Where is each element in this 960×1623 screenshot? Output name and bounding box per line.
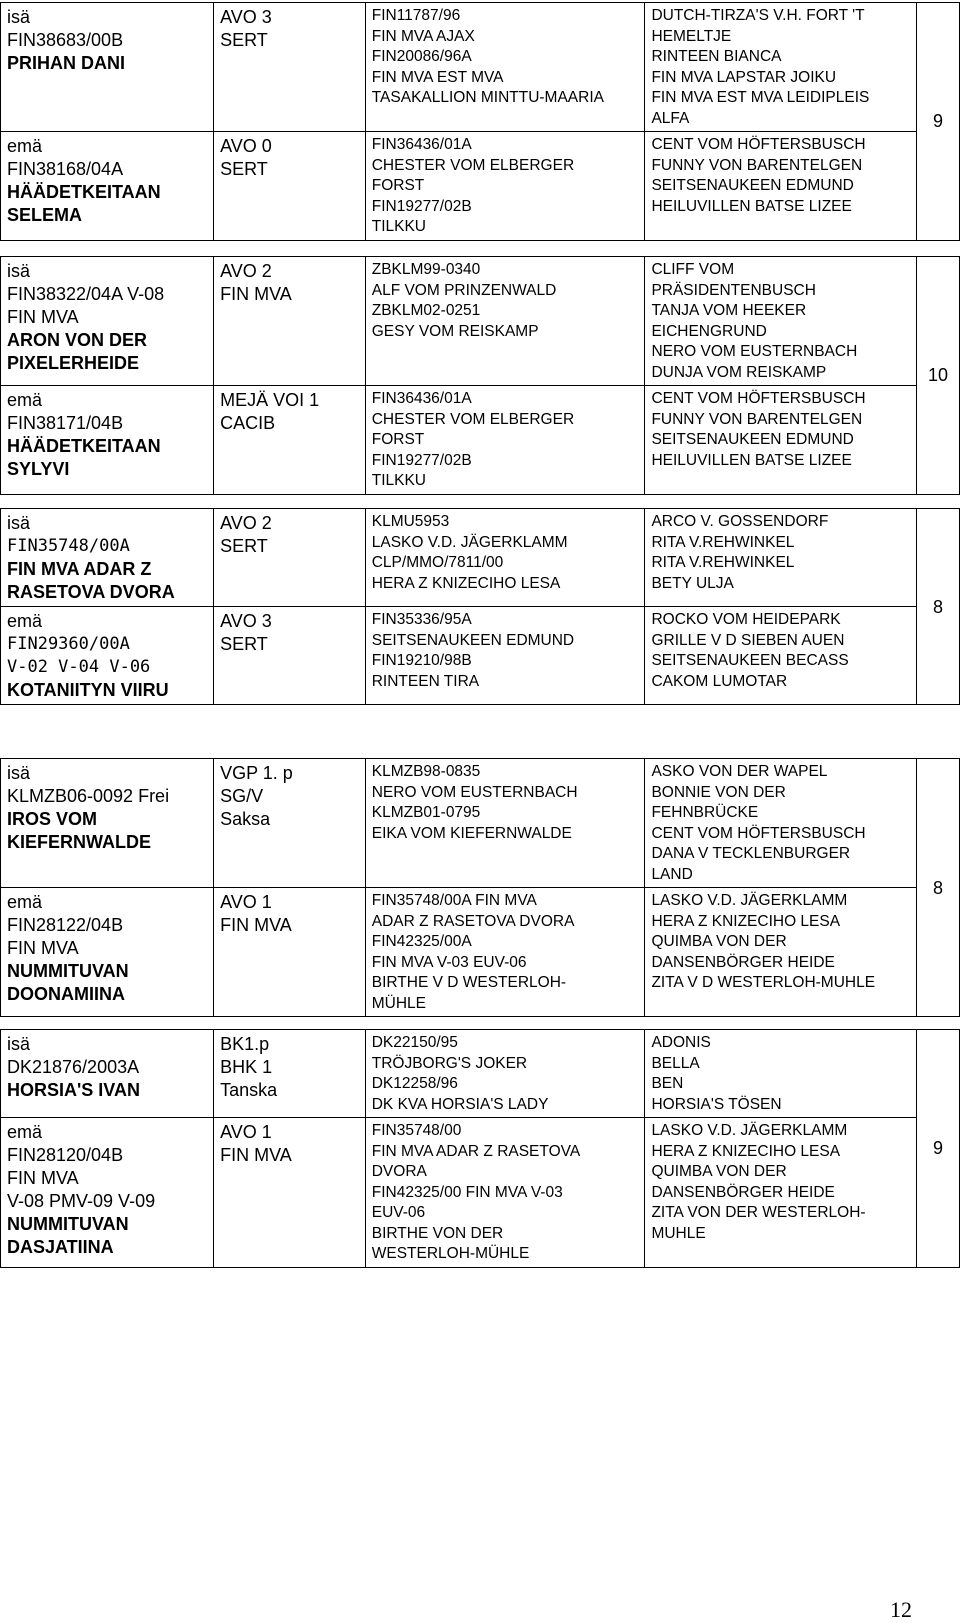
sire-line: PRIHAN DANI	[7, 53, 126, 73]
dam-line: FIN MVA	[7, 1168, 79, 1188]
sire-titles-cell	[214, 1030, 366, 1118]
dam-parent-line: FIN42325/00 FIN MVA V-03	[371, 1183, 563, 1201]
dam-role-label: emä	[7, 892, 43, 912]
dam-role-label: emä	[7, 611, 43, 631]
dam-role-label: emä	[7, 1122, 43, 1142]
sire-grandparent-line: FIN MVA EST MVA LEIDIPLEIS	[651, 89, 870, 106]
pedigree-table	[0, 508, 960, 705]
dam-title: AVO 1	[220, 1122, 272, 1142]
sire-parent-line: CLP/MMO/7811/00	[371, 554, 504, 571]
sire-role-label: isä	[7, 763, 31, 783]
dam-grandparent-line: FUNNY VON BARENTELGEN	[651, 410, 863, 428]
dam-line: DASJATIINA	[7, 1237, 114, 1257]
sire-grandparent-line: BONNIE VON DER	[651, 783, 786, 801]
litter-number: 8	[916, 509, 959, 705]
sire-parent-line: KLMZB98-0835	[371, 763, 481, 780]
sire-cell	[1, 257, 214, 386]
dam-parent-line: FIN19210/98B	[371, 652, 472, 669]
litter-block	[0, 256, 960, 495]
sire-parent-line: ZBKLM02-0251	[371, 302, 481, 319]
dam-parent-line: FIN35336/95A	[371, 611, 472, 628]
sire-title: FIN MVA	[220, 284, 292, 304]
dam-grandparent-line: CAKOM LUMOTAR	[651, 672, 788, 690]
dam-title: AVO 1	[220, 892, 272, 912]
sire-title: AVO 3	[220, 7, 272, 27]
sire-parent-line: FIN20086/96A	[371, 48, 472, 65]
dam-parent-line: FIN42325/00A	[371, 933, 472, 950]
sire-parent-line: DK12258/96	[371, 1075, 458, 1092]
dam-line: V-02 V-04 V-06	[7, 657, 151, 677]
dam-title: FIN MVA	[220, 1145, 292, 1165]
dam-title: CACIB	[220, 413, 276, 433]
sire-parent-line: ZBKLM99-0340	[371, 261, 481, 278]
dam-grandparent-line: HEILUVILLEN BATSE LIZEE	[651, 451, 852, 469]
sire-line: KLMZB06-0092 Frei	[7, 786, 170, 806]
sire-grandparent-line: FEHNBRÜCKE	[651, 804, 759, 821]
dam-line: SYLYVI	[7, 459, 70, 479]
dam-parent-line: FIN36436/01A	[371, 390, 472, 407]
dam-parent-line: FIN19277/02B	[371, 451, 472, 469]
sire-parents-cell	[365, 3, 645, 132]
dam-grandparent-line: SEITSENAUKEEN EDMUND	[651, 431, 854, 448]
litter-number: 10	[916, 257, 959, 495]
sire-parent-line: DK22150/95	[371, 1034, 458, 1051]
dam-title: SERT	[220, 159, 268, 179]
sire-titles-cell	[214, 257, 366, 386]
dam-line: KOTANIITYN VIIRU	[7, 680, 169, 700]
sire-grandparent-line: FIN MVA LAPSTAR JOIKU	[651, 68, 837, 86]
dam-parents-cell	[365, 386, 645, 495]
dam-grandparent-line: FUNNY VON BARENTELGEN	[651, 156, 863, 174]
dam-parent-line: BIRTHE V D WESTERLOH-	[371, 974, 567, 991]
sire-line: FIN35748/00A	[7, 536, 130, 556]
sire-parent-line: FIN MVA AJAX	[371, 27, 475, 45]
page-number: 12	[890, 1597, 912, 1622]
sire-grandparents-cell	[645, 1030, 917, 1118]
dam-parent-line: WESTERLOH-MÜHLE	[371, 1245, 530, 1262]
dam-parent-line: RINTEEN TIRA	[371, 672, 480, 690]
sire-line: FIN MVA ADAR Z	[7, 559, 152, 579]
sire-parent-line: GESY VOM REISKAMP	[371, 322, 539, 340]
dam-grandparent-line: HERA Z KNIZECIHO LESA	[651, 1142, 841, 1160]
dam-line: FIN38171/04B	[7, 413, 124, 433]
sire-grandparent-line: DUNJA VOM REISKAMP	[651, 363, 827, 381]
sire-title: Tanska	[220, 1080, 278, 1100]
sire-role-label: isä	[7, 513, 31, 533]
dam-parents-cell	[365, 888, 645, 1017]
dam-parent-line: SEITSENAUKEEN EDMUND	[371, 631, 575, 649]
sire-parent-line: KLMU5953	[371, 513, 450, 530]
sire-grandparent-line: EICHENGRUND	[651, 322, 767, 340]
dam-grandparents-cell	[645, 132, 917, 241]
dam-title: AVO 0	[220, 136, 272, 156]
sire-line: FIN38683/00B	[7, 30, 124, 50]
dam-grandparent-line: DANSENBÖRGER HEIDE	[651, 953, 835, 971]
sire-line: PIXELERHEIDE	[7, 353, 140, 373]
dam-grandparent-line: LASKO V.D. JÄGERKLAMM	[651, 892, 848, 909]
dam-line: DOONAMIINA	[7, 984, 125, 1004]
dam-parent-line: CHESTER VOM ELBERGER	[371, 156, 575, 174]
sire-parent-line: EIKA VOM KIEFERNWALDE	[371, 824, 572, 842]
dam-role-label: emä	[7, 136, 43, 156]
dam-title: AVO 3	[220, 611, 272, 631]
sire-parent-line: LASKO V.D. JÄGERKLAMM	[371, 533, 568, 551]
dam-grandparent-line: QUIMBA VON DER	[651, 1163, 787, 1180]
sire-grandparents-cell	[645, 257, 917, 386]
sire-title: SERT	[220, 30, 268, 50]
dam-parents-cell	[365, 1118, 645, 1268]
sire-line: DK21876/2003A	[7, 1057, 140, 1077]
litter-number: 8	[916, 759, 959, 1017]
dam-cell	[1, 132, 214, 241]
dam-grandparents-cell	[645, 888, 917, 1017]
dam-cell	[1, 386, 214, 495]
sire-grandparent-line: ADONIS	[651, 1034, 711, 1051]
sire-parent-line: FIN11787/96	[371, 7, 461, 24]
sire-grandparent-line: CLIFF VOM	[651, 261, 735, 278]
sire-cell	[1, 509, 214, 607]
sire-parent-line: TASAKALLION MINTTU-MAARIA	[371, 89, 604, 106]
sire-grandparent-line: ARCO V. GOSSENDORF	[651, 513, 829, 530]
litter-block	[0, 2, 960, 241]
pedigree-table	[0, 2, 960, 241]
dam-grandparent-line: SEITSENAUKEEN EDMUND	[651, 177, 854, 194]
sire-titles-cell	[214, 3, 366, 132]
dam-titles-cell	[214, 132, 366, 241]
dam-parent-line: FIN MVA V-03 EUV-06	[371, 953, 527, 971]
sire-grandparent-line: TANJA VOM HEEKER	[651, 302, 807, 319]
dam-parent-line: FIN36436/01A	[371, 136, 472, 153]
dam-parent-line: FORST	[371, 431, 425, 448]
dam-line: V-08 PMV-09 V-09	[7, 1191, 156, 1211]
dam-grandparent-line: HERA Z KNIZECIHO LESA	[651, 912, 841, 930]
sire-titles-cell	[214, 509, 366, 607]
litter-block	[0, 508, 960, 705]
dam-grandparent-line: ZITA VON DER WESTERLOH-	[651, 1204, 866, 1221]
sire-grandparent-line: RITA V.REHWINKEL	[651, 554, 795, 571]
sire-parents-cell	[365, 509, 645, 607]
sire-grandparents-cell	[645, 3, 917, 132]
sire-grandparent-line: LAND	[651, 865, 693, 883]
dam-cell	[1, 607, 214, 705]
dam-parent-line: FIN19277/02B	[371, 197, 472, 215]
dam-grandparent-line: SEITSENAUKEEN BECASS	[651, 652, 849, 669]
sire-title: Saksa	[220, 809, 271, 829]
dam-parent-line: FORST	[371, 177, 425, 194]
pedigree-table	[0, 1029, 960, 1268]
dam-grandparent-line: CENT VOM HÖFTERSBUSCH	[651, 136, 866, 153]
dam-grandparent-line: ZITA V D WESTERLOH-MUHLE	[651, 974, 876, 991]
sire-title: SG/V	[220, 786, 264, 806]
dam-parent-line: ADAR Z RASETOVA DVORA	[371, 912, 575, 930]
sire-grandparents-cell	[645, 759, 917, 888]
dam-titles-cell	[214, 386, 366, 495]
dam-grandparent-line: LASKO V.D. JÄGERKLAMM	[651, 1122, 848, 1139]
sire-grandparent-line: HORSIA'S TÖSEN	[651, 1095, 782, 1113]
sire-parents-cell	[365, 257, 645, 386]
dam-line: FIN38168/04A	[7, 159, 124, 179]
dam-grandparent-line: MUHLE	[651, 1224, 706, 1242]
sire-parent-line: FIN MVA EST MVA	[371, 68, 504, 86]
sire-grandparent-line: DANA V TECKLENBURGER	[651, 845, 851, 862]
sire-cell	[1, 3, 214, 132]
dam-parents-cell	[365, 132, 645, 241]
dam-title: SERT	[220, 634, 268, 654]
dam-role-label: emä	[7, 390, 43, 410]
dam-line: HÄÄDETKEITAAN	[7, 182, 161, 202]
dam-line: FIN28120/04B	[7, 1145, 124, 1165]
litter-block	[0, 1029, 960, 1268]
dam-line: NUMMITUVAN	[7, 961, 129, 981]
sire-grandparent-line: BETY ULJA	[651, 574, 734, 592]
dam-grandparents-cell	[645, 386, 917, 495]
sire-grandparent-line: DUTCH-TIRZA'S V.H. FORT 'T	[651, 7, 865, 24]
dam-titles-cell	[214, 607, 366, 705]
sire-grandparent-line: RITA V.REHWINKEL	[651, 533, 795, 551]
sire-parents-cell	[365, 1030, 645, 1118]
dam-line: FIN29360/00A	[7, 634, 130, 654]
sire-parent-line: DK KVA HORSIA'S LADY	[371, 1095, 549, 1113]
sire-title: SERT	[220, 536, 268, 556]
dam-parent-line: BIRTHE VON DER	[371, 1224, 504, 1242]
dam-parent-line: TILKKU	[371, 472, 426, 489]
sire-grandparent-line: RINTEEN BIANCA	[651, 48, 782, 65]
sire-grandparent-line: BELLA	[651, 1054, 700, 1072]
sire-parent-line: TRÖJBORG'S JOKER	[371, 1054, 528, 1072]
dam-line: FIN MVA	[7, 938, 79, 958]
dam-line: NUMMITUVAN	[7, 1214, 129, 1234]
dam-parents-cell	[365, 607, 645, 705]
sire-title: BK1.p	[220, 1034, 270, 1054]
sire-line: FIN MVA	[7, 307, 79, 327]
sire-parent-line: ALF VOM PRINZENWALD	[371, 281, 557, 299]
dam-parent-line: TILKKU	[371, 218, 426, 235]
sire-title: BHK 1	[220, 1057, 273, 1077]
dam-parent-line: DVORA	[371, 1163, 427, 1180]
dam-titles-cell	[214, 888, 366, 1017]
pedigree-table	[0, 758, 960, 1017]
sire-line: ARON VON DER	[7, 330, 148, 350]
sire-parent-line: HERA Z KNIZECIHO LESA	[371, 574, 561, 592]
dam-grandparents-cell	[645, 607, 917, 705]
sire-line: RASETOVA DVORA	[7, 582, 175, 602]
sire-grandparent-line: ASKO VON DER WAPEL	[651, 763, 828, 780]
litter-number: 9	[916, 1030, 959, 1268]
sire-grandparent-line: NERO VOM EUSTERNBACH	[651, 343, 858, 360]
sire-line: HORSIA'S IVAN	[7, 1080, 140, 1100]
sire-grandparent-line: CENT VOM HÖFTERSBUSCH	[651, 824, 866, 842]
sire-line: FIN38322/04A V-08	[7, 284, 165, 304]
sire-title: VGP 1. p	[220, 763, 293, 783]
dam-line: SELEMA	[7, 205, 83, 225]
dam-parent-line: EUV-06	[371, 1204, 426, 1221]
sire-role-label: isä	[7, 261, 31, 281]
dam-parent-line: FIN35748/00	[371, 1122, 462, 1139]
dam-title: FIN MVA	[220, 915, 292, 935]
sire-title: AVO 2	[220, 513, 272, 533]
dam-cell	[1, 1118, 214, 1268]
sire-parent-line: NERO VOM EUSTERNBACH	[371, 783, 578, 801]
litter-number: 9	[916, 3, 959, 241]
sire-line: KIEFERNWALDE	[7, 832, 151, 852]
sire-cell	[1, 759, 214, 888]
sire-parent-line: KLMZB01-0795	[371, 804, 481, 821]
sire-grandparent-line: PRÄSIDENTENBUSCH	[651, 281, 816, 299]
pedigree-table	[0, 256, 960, 495]
dam-grandparent-line: DANSENBÖRGER HEIDE	[651, 1183, 835, 1201]
sire-title: AVO 2	[220, 261, 272, 281]
sire-line: IROS VOM	[7, 809, 98, 829]
sire-titles-cell	[214, 759, 366, 888]
dam-titles-cell	[214, 1118, 366, 1268]
dam-parent-line: MÜHLE	[371, 994, 426, 1012]
sire-parents-cell	[365, 759, 645, 888]
dam-line: FIN28122/04B	[7, 915, 124, 935]
dam-title: MEJÄ VOI 1	[220, 390, 320, 410]
litter-block	[0, 758, 960, 1017]
dam-grandparent-line: HEILUVILLEN BATSE LIZEE	[651, 197, 852, 215]
dam-cell	[1, 888, 214, 1017]
dam-grandparents-cell	[645, 1118, 917, 1268]
sire-grandparents-cell	[645, 509, 917, 607]
sire-cell	[1, 1030, 214, 1118]
dam-grandparent-line: CENT VOM HÖFTERSBUSCH	[651, 390, 866, 407]
sire-grandparent-line: ALFA	[651, 109, 690, 127]
dam-parent-line: FIN35748/00A FIN MVA	[371, 892, 537, 909]
sire-role-label: isä	[7, 1034, 31, 1054]
dam-parent-line: FIN MVA ADAR Z RASETOVA	[371, 1142, 581, 1160]
dam-grandparent-line: GRILLE V D SIEBEN AUEN	[651, 631, 845, 649]
dam-parent-line: CHESTER VOM ELBERGER	[371, 410, 575, 428]
dam-grandparent-line: QUIMBA VON DER	[651, 933, 787, 950]
sire-grandparent-line: BEN	[651, 1075, 684, 1092]
sire-role-label: isä	[7, 7, 31, 27]
sire-grandparent-line: HEMELTJE	[651, 27, 732, 45]
dam-line: HÄÄDETKEITAAN	[7, 436, 161, 456]
dam-grandparent-line: ROCKO VOM HEIDEPARK	[651, 611, 841, 628]
